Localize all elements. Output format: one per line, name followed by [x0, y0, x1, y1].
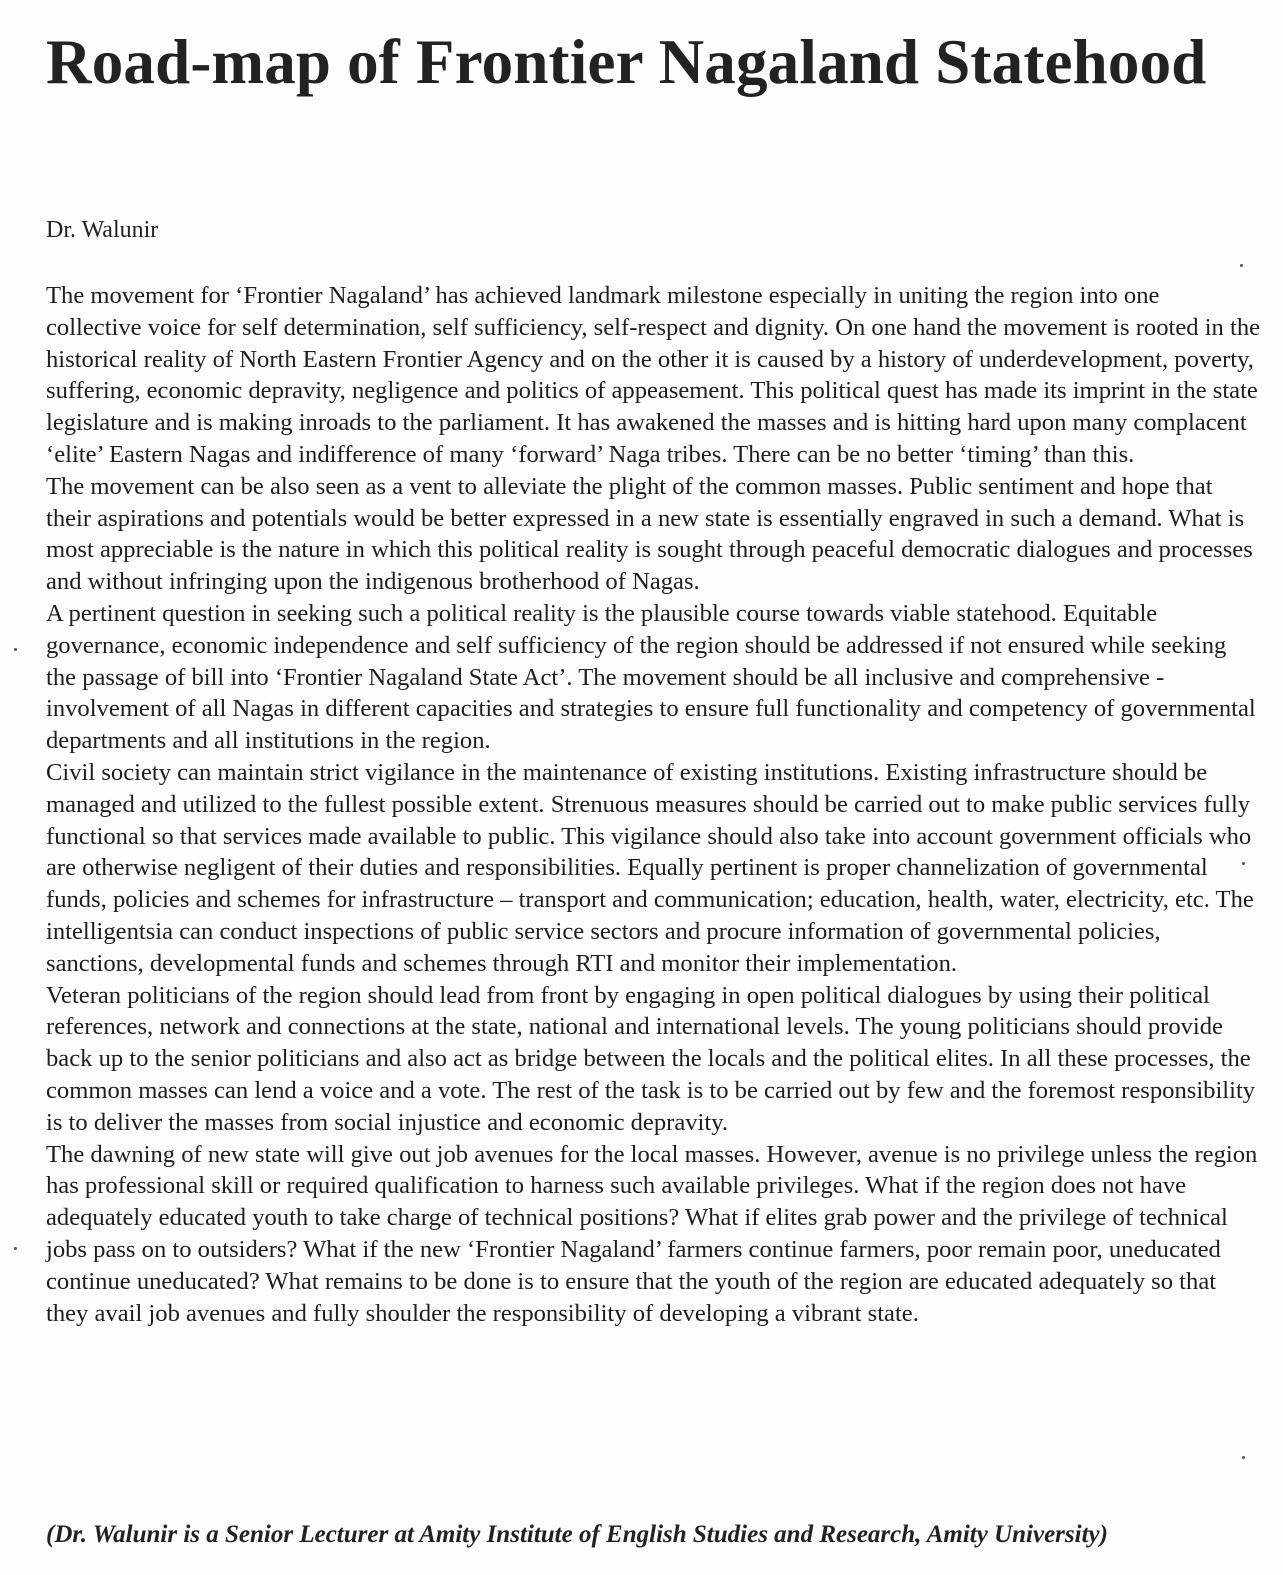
article-paragraph-3: A pertinent question in seeking such a political reality is the plausible course towards viable statehood. Equitable governance, economic independence and self sufficiency of the region should be addressed if not ensured while seeking the passage of bill into ‘Frontier Nagaland State Act’. The movement should be all inclusive and comprehensive - involvement of all Nagas in different capacities and strategies to ensure full functionality and competency of governmental departments and all institutions in the region. [46, 599, 1256, 755]
author-note: (Dr. Walunir is a Senior Lecturer at Amity Institute of English Studies and Research, Amity University) [46, 1521, 1108, 1548]
article-paragraph-1: The movement for ‘Frontier Nagaland’ has achieved landmark milestone especially in uniting the region into one collective voice for self determination, self sufficiency, self-respect and dignity. On one hand the movement is rooted in the historical reality of North Eastern Frontier Agency and on the other it is caused by a history of underdevelopment, poverty, suffering, economic depravity, negligence and politics of appeasement. This political quest has made its imprint in the state legislature and is making inroads to the parliament. It has awakened the masses and is hitting hard upon many complacent ‘elite’ Eastern Nagas and indifference of many ‘forward’ Naga tribes. There can be no better ‘timing’ than this. [46, 282, 1261, 468]
article-paragraph-4: Civil society can maintain strict vigilance in the maintenance of existing institutions. Existing infrastructure should be managed and utilized to the fullest possible extent. Strenuous measures should be carried out to make public services fully functional so that services made available to public. This vigilance should also take into account government officials who are otherwise negligent of their duties and responsibilities. Equally pertinent is proper channelization of governmental funds, policies and schemes for infrastructure – transport and communication; education, health, water, electricity, etc. The intelligentsia can conduct inspections of public service sectors and procure information of governmental policies, sanctions, developmental funds and schemes through RTI and monitor their implementation. [46, 758, 1254, 977]
article-paragraph-6: The dawning of new state will give out job avenues for the local masses. However, avenue is no privilege unless the region has professional skill or required qualification to harness such available privileges. What if the region does not have adequately educated youth to take charge of technical positions? What if elites grab power and the privilege of technical jobs pass on to outsiders? What if the new ‘Frontier Nagaland’ farmers continue farmers, poor remain poor, uneducated continue uneducated? What remains to be done is to ensure that the youth of the region are educated adequately so that they avail job avenues and fully shoulder the responsibility of developing a vibrant state. [46, 1140, 1258, 1327]
scan-speck [1242, 862, 1245, 865]
article-paragraph-2: The movement can be also seen as a vent to alleviate the plight of the common masses. Public sentiment and hope that their aspirations and potentials would be better expressed in a new state is essentially engraved in such a demand. What is most appreciable is the nature in which this political reality is sought through peaceful democratic dialogues and processes and without infringing upon the indigenous brotherhood of Nagas. [46, 472, 1253, 596]
scan-speck [14, 1247, 17, 1250]
article-paragraph-5: Veteran politicians of the region should lead from front by engaging in open political dialogues by using their political references, network and connections at the state, national and international levels. The young politicians should provide back up to the senior politicians and also act as bridge between the locals and the political elites. In all these processes, the common masses can lend a voice and a vote. The rest of the task is to be carried out by few and the foremost responsibility is to deliver the masses from social injustice and economic depravity. [46, 981, 1256, 1136]
scan-speck [14, 648, 17, 651]
scan-speck [1240, 264, 1243, 267]
article-title: Road-map of Frontier Nagaland Statehood [46, 27, 1207, 97]
article-author: Dr. Walunir [46, 217, 159, 243]
scan-speck [1242, 1456, 1245, 1459]
article-body [46, 280, 1261, 1329]
